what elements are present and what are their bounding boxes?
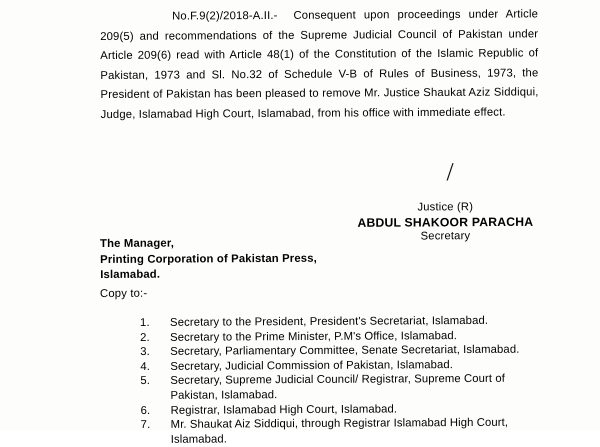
list-item: [141, 416, 561, 447]
paragraph-text: Consequent upon proceedings under Article 209(5) and recommendations of the Supreme Judicial Council of Pakistan under Article 209(6) read with Article 48(1) of the Constitution of the Islamic Republic of Pakistan, 1973 and Sl. No.32 of Schedule V-B of Rules of Business, 1973, the President of Pakistan has been pleased to remove Mr. Justice Shaukat Aziz Siddiqui, Judge, Islamabad High Court, Islamabad, from his office with immediate effect.: [100, 8, 538, 120]
list-item-text: Secretary, Judicial Commission of Pakistan, Islamabad.: [170, 357, 560, 374]
addressee-line-1: The Manager,: [100, 236, 317, 253]
list-item-text: Secretary to the President, President's Secretariat, Islamabad.: [170, 313, 560, 330]
list-item-text-continuation: Pakistan, Islamabad.: [170, 386, 560, 403]
list-item-number: 6.: [141, 403, 171, 418]
copy-to-label: Copy to:-: [100, 288, 147, 300]
list-item-text: Secretary, Parliamentary Committee, Senate Secretariat, Islamabad.: [170, 343, 560, 360]
signature-block: [330, 159, 561, 243]
list-item-text: [171, 416, 561, 447]
addressee-line-3: Islamabad.: [100, 267, 317, 284]
list-item-text-continuation: Islamabad.: [171, 430, 561, 447]
signatory-name: ABDUL SHAKOOR PARACHA: [330, 215, 560, 230]
list-item-text: Registrar, Islamabad High Court, Islamabad.: [171, 401, 561, 418]
list-item-number: 2.: [140, 330, 170, 345]
list-item-text-main: Secretary, Supreme Judicial Council/ Registrar, Supreme Court of: [170, 373, 505, 387]
list-item-text-main: Mr. Shaukat Aiz Siddiqui, through Registrar Islamabad High Court,: [171, 417, 508, 431]
list-item-text: [170, 372, 560, 404]
paragraph-spacer: [278, 10, 294, 22]
main-paragraph: [100, 5, 539, 125]
signatory-title: Justice (R): [330, 201, 560, 214]
list-item-number: 5.: [140, 374, 170, 389]
list-item-text: Secretary to the Prime Minister, P.M's Office, Islamabad.: [170, 328, 560, 345]
list-item-number: 3.: [140, 345, 170, 360]
signatory-designation: Secretary: [330, 230, 560, 243]
list-item-number: 7.: [141, 418, 171, 433]
file-number: No.F.9(2)/2018-A.II.-: [172, 10, 278, 23]
list-item-number: 1.: [140, 316, 170, 331]
list-item: [140, 372, 560, 404]
list-item-number: 4.: [140, 360, 170, 375]
signature-mark: /: [340, 159, 560, 186]
addressee-block: [100, 236, 317, 284]
addressee-line-2: Printing Corporation of Pakistan Press,: [100, 251, 317, 268]
